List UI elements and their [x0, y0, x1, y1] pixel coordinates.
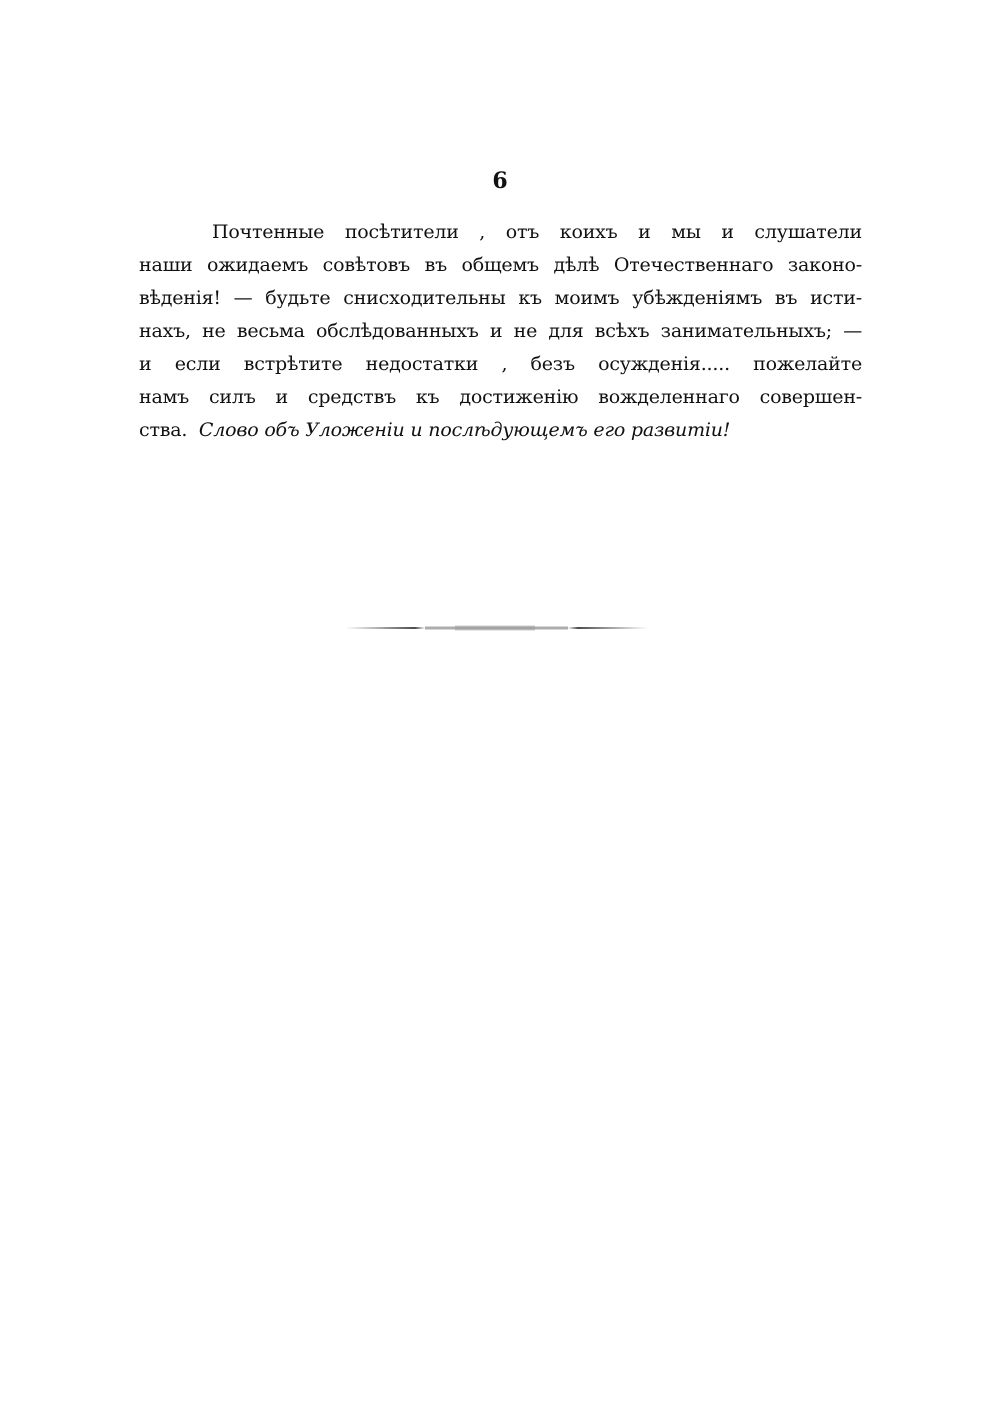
- text-line: нахъ, не весьма обслѣдованныхъ и не для всѣхъ занимательныхъ; —: [139, 320, 862, 342]
- body-paragraph: [139, 216, 862, 447]
- text-line-last: [139, 414, 862, 447]
- text-line: вѣденія! — будьте снисходительны къ моимъ убѣжденіямъ въ исти-: [139, 287, 862, 309]
- page-number: 6: [492, 168, 508, 194]
- text-line: Почтенные посѣтители , отъ коихъ и мы и слушатели: [212, 221, 862, 243]
- text-plain: ства.: [139, 419, 188, 441]
- text-line: наши ожидаемъ совѣтовъ въ общемъ дѣлѣ Отечественнаго законо-: [139, 254, 862, 276]
- ornament-divider: [345, 624, 648, 632]
- text-line: намъ силъ и средствъ къ достиженію вожделеннаго совершен-: [139, 386, 862, 408]
- italic-title: Слово объ Уложеніи и послѣдующемъ его развитіи!: [198, 419, 731, 441]
- text-line: и если встрѣтите недостатки , безъ осужденія..... пожелайте: [139, 353, 862, 375]
